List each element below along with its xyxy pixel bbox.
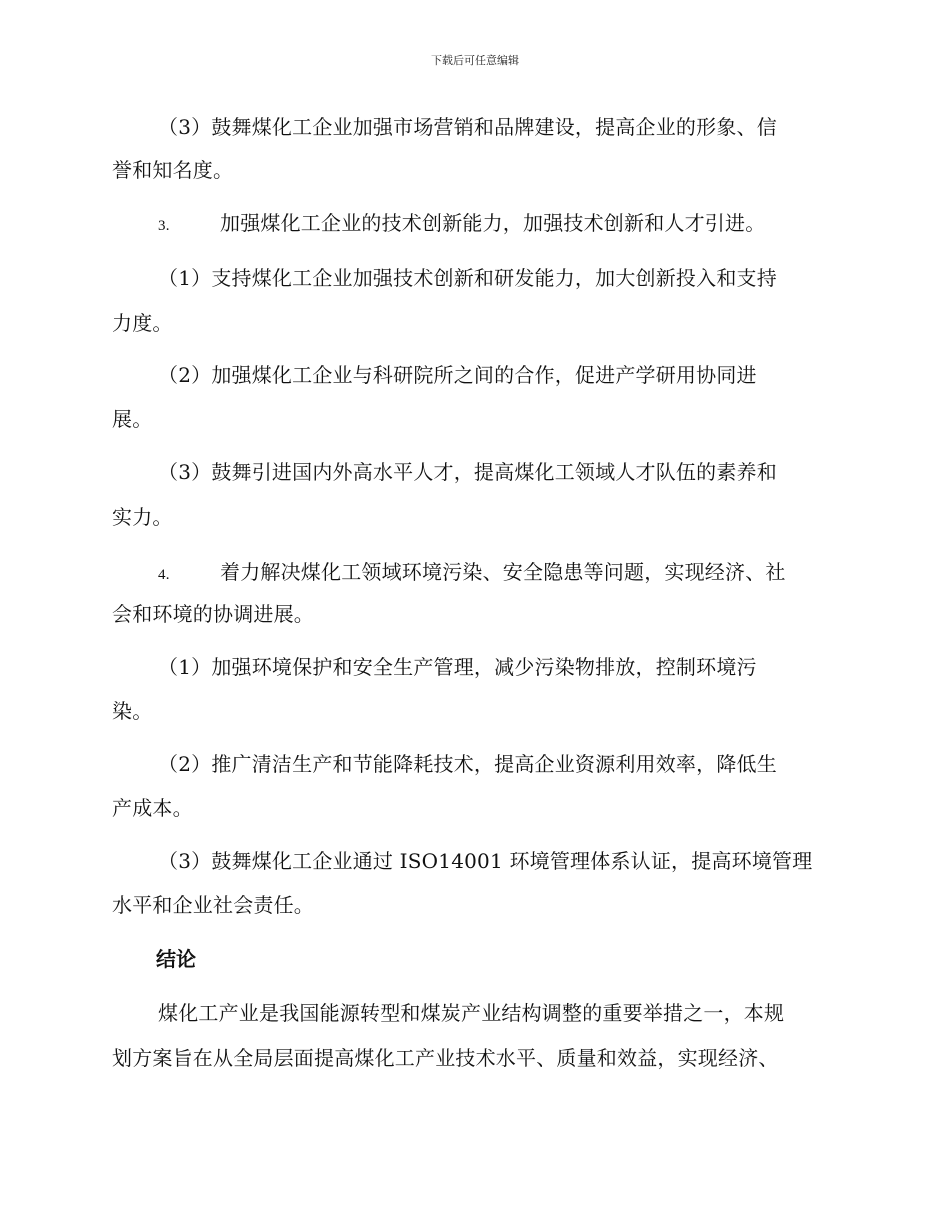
paragraph-line: 会和环境的协调进展。 bbox=[112, 602, 314, 626]
item-text: 着力解决煤化工领域环境污染、安全隐患等问题，实现经济、社 bbox=[220, 560, 786, 584]
page-header: 下载后可任意编辑 bbox=[431, 54, 519, 67]
paragraph-line: 展。 bbox=[112, 407, 153, 431]
paragraph-line: （2）推广清洁生产和节能降耗技术，提高企业资源利用效率，降低生 bbox=[158, 752, 777, 776]
numbered-item bbox=[158, 210, 765, 239]
paragraph-line: 力度。 bbox=[112, 311, 173, 335]
paragraph-line: 划方案旨在从全局层面提高煤化工产业技术水平、质量和效益，实现经济、 bbox=[112, 1046, 779, 1070]
paragraph-line: （1）支持煤化工企业加强技术创新和研发能力，加大创新投入和支持 bbox=[158, 266, 777, 290]
numbered-item bbox=[158, 559, 786, 588]
paragraph-line: 水平和企业社会责任。 bbox=[112, 893, 314, 917]
paragraph-line: 誉和知名度。 bbox=[112, 158, 234, 182]
item-number: 4. bbox=[158, 567, 170, 583]
paragraph-line: （3）鼓舞引进国内外高水平人才，提高煤化工领域人才队伍的素养和 bbox=[158, 460, 777, 484]
item-text: 加强煤化工企业的技术创新能力，加强技术创新和人才引进。 bbox=[220, 211, 766, 235]
paragraph-line: （3）鼓舞煤化工企业通过 ISO14001 环境管理体系认证，提高环境管理 bbox=[158, 849, 813, 873]
section-heading: 结论 bbox=[156, 947, 196, 971]
paragraph-line: （3）鼓舞煤化工企业加强市场营销和品牌建设，提高企业的形象、信 bbox=[158, 115, 777, 139]
paragraph-line: （1）加强环境保护和安全生产管理，减少污染物排放，控制环境污 bbox=[158, 655, 757, 679]
paragraph-line: 产成本。 bbox=[112, 796, 193, 820]
paragraph-line: 染。 bbox=[112, 699, 153, 723]
item-number: 3. bbox=[158, 218, 170, 234]
paragraph-line: （2）加强煤化工企业与科研院所之间的合作，促进产学研用协同进 bbox=[158, 363, 757, 387]
paragraph-line: 煤化工产业是我国能源转型和煤炭产业结构调整的重要举措之一，本规 bbox=[158, 1001, 785, 1025]
paragraph-line: 实力。 bbox=[112, 505, 173, 529]
